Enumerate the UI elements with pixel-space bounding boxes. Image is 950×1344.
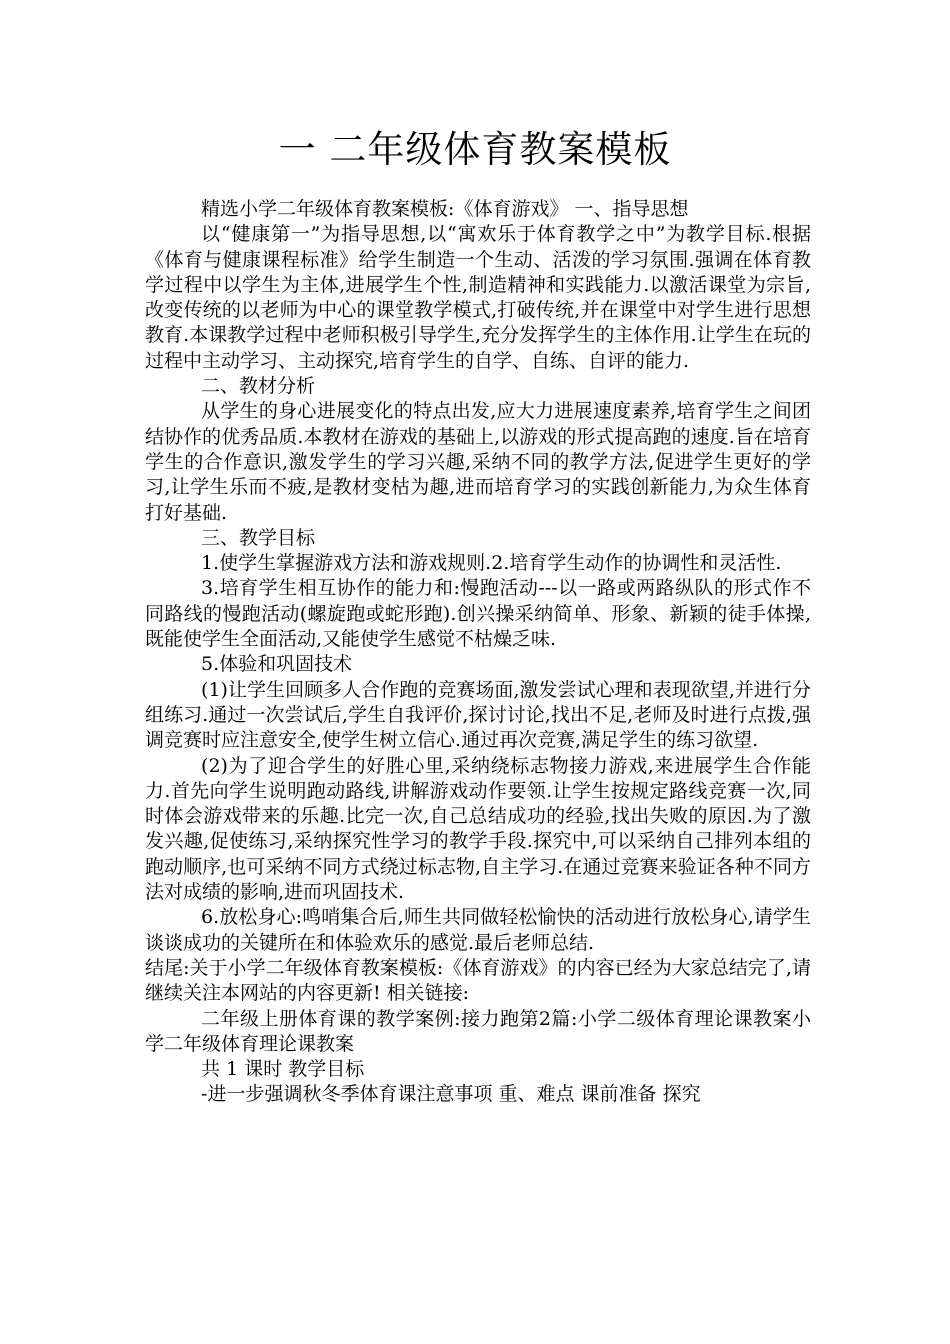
related-link-paragraph: 二年级上册体育课的教学案例:接力跑第2篇:小学二级体育理论课教案小学二年级体育理论课教案 bbox=[145, 1007, 811, 1055]
section-heading-material-analysis: 二、教材分析 bbox=[201, 375, 316, 398]
document-body bbox=[145, 197, 811, 1108]
section-heading-practice: 5.体验和巩固技术 bbox=[201, 653, 353, 676]
section-heading-teaching-goals: 三、教学目标 bbox=[201, 526, 316, 549]
closing-paragraph: 结尾:关于小学二年级体育教案模板:《体育游戏》的内容已经为大家总结完了,请继续关注本网站的内容更新! 相关链接: bbox=[145, 956, 811, 1005]
lesson-count-paragraph: 共 1 课时 教学目标 bbox=[201, 1058, 365, 1081]
guiding-ideology-paragraph: 以“健康第一”为指导思想,以“寓欢乐于体育教学之中”为教学目标.根据《体育与健康课程标准》给学生制造一个生动、活泼的学习氛围.强调在体育教学过程中以学生为主体,进展学生个性,制造精神和实践能力.以激活课堂为宗旨,改变传统的以老师为中心的课堂教学模式,打破传统,并在课堂中对学生进行思想教育.本课教学过程中老师积极引导学生,充分发挥学生的主体作用.让学生在玩的过程中主动学习、主动探究,培育学生的自学、自练、自评的能力. bbox=[145, 223, 811, 372]
teaching-goals-paragraph-1: 1.使学生掌握游戏方法和游戏规则.2.培育学生动作的协调性和灵活性. bbox=[201, 552, 782, 575]
material-analysis-paragraph: 从学生的身心进展变化的特点出发,应大力进展速度素养,培育学生之间团结协作的优秀品质.本教材在游戏的基础上,以游戏的形式提高跑的速度.旨在培育学生的合作意识,激发学生的学习兴趣,采纳不同的教学方法,促进学生更好的学习,让学生乐而不疲,是教材变枯为趣,进而培育学习的实践创新能力,为众生体育打好基础. bbox=[145, 400, 811, 524]
intro-paragraph: 精选小学二年级体育教案模板:《体育游戏》 一、指导思想 bbox=[201, 198, 689, 220]
practice-paragraph-1: (1)让学生回顾多人合作跑的竞赛场面,激发尝试心理和表现欲望,并进行分组练习.通过一次尝试后,学生自我评价,探讨讨论,找出不足,老师及时进行点拨,强调竞赛时应注意安全,使学生树立信心.通过再次竞赛,满足学生的练习欲望. bbox=[145, 678, 811, 752]
relaxation-paragraph: 6.放松身心:鸣哨集合后,师生共同做轻松愉快的活动进行放松身心,请学生谈谈成功的关键所在和体验欢乐的感觉.最后老师总结. bbox=[145, 906, 811, 954]
teaching-goals-paragraph-3: 3.培育学生相互协作的能力和:慢跑活动---以一路或两路纵队的形式作不同路线的慢跑活动(螺旋跑或蛇形跑).创兴操采纳简单、形象、新颖的徒手体操,既能使学生全面活动,又能使学生感觉不枯燥乏味. bbox=[145, 577, 811, 651]
teaching-goal-item: -进一步强调秋冬季体育课注意事项 重、难点 课前准备 探究 bbox=[201, 1083, 701, 1106]
page-title: 一 二年级体育教案模板 bbox=[278, 128, 672, 171]
practice-paragraph-2: (2)为了迎合学生的好胜心里,采纳绕标志物接力游戏,来进展学生合作能力.首先向学生说明跑动路线,讲解游戏动作要领.让学生按规定路线竞赛一次,同时体会游戏带来的乐趣.比完一次,自己总结成功的经验,找出失败的原因.为了激发兴趣,促使练习,采纳探究性学习的教学手段.探究中,可以采纳自己排列本组的跑动顺序,也可采纳不同方式绕过标志物,自主学习.在通过竞赛来验证各种不同方法对成绩的影响,进而巩固技术. bbox=[145, 754, 811, 904]
